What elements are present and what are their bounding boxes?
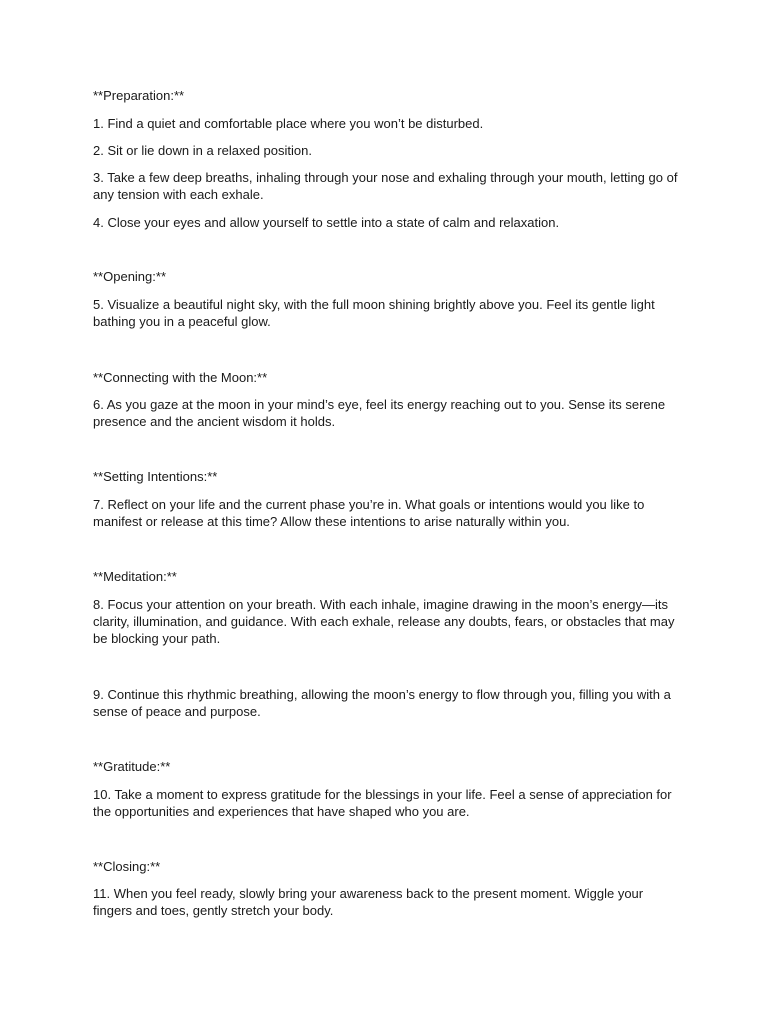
section-heading-connecting: **Connecting with the Moon:** xyxy=(93,370,268,385)
paragraph-step-8: 8. Focus your attention on your breath. With each inhale, imagine drawing in the moon’s energy—its clarity, illumination, and guidance. With each exhale, release any doubts, fears, or obstacles that may be blocking your path. xyxy=(93,597,679,646)
section-heading-meditation: **Meditation:** xyxy=(93,569,177,584)
section-heading-opening: **Opening:** xyxy=(93,269,166,284)
paragraph-step-4: 4. Close your eyes and allow yourself to settle into a state of calm and relaxation. xyxy=(93,215,560,230)
paragraph-step-3: 3. Take a few deep breaths, inhaling through your nose and exhaling through your mouth, letting go of any tension with each exhale. xyxy=(93,170,682,202)
paragraph-step-2: 2. Sit or lie down in a relaxed position. xyxy=(93,143,312,158)
paragraph-step-5: 5. Visualize a beautiful night sky, with the full moon shining brightly above you. Feel its gentle light bathing you in a peaceful glow. xyxy=(93,297,659,329)
paragraph-step-9: 9. Continue this rhythmic breathing, allowing the moon’s energy to flow through you, filling you with a sense of peace and purpose. xyxy=(93,687,675,719)
section-heading-preparation: **Preparation:** xyxy=(93,88,185,103)
paragraph-step-6: 6. As you gaze at the moon in your mind’s eye, feel its energy reaching out to you. Sense its serene presence and the ancient wisdom it holds. xyxy=(93,397,669,429)
paragraph-step-10: 10. Take a moment to express gratitude for the blessings in your life. Feel a sense of appreciation for the opportunities and experiences that have shaped who you are. xyxy=(93,787,676,819)
paragraph-step-7: 7. Reflect on your life and the current phase you’re in. What goals or intentions would you like to manifest or release at this time? Allow these intentions to arise naturally within you. xyxy=(93,497,648,529)
paragraph-step-11: 11. When you feel ready, slowly bring your awareness back to the present moment. Wiggle your fingers and toes, gently stretch your body. xyxy=(93,886,647,918)
paragraph-step-1: 1. Find a quiet and comfortable place where you won’t be disturbed. xyxy=(93,116,484,131)
section-heading-gratitude: **Gratitude:** xyxy=(93,759,171,774)
section-heading-closing: **Closing:** xyxy=(93,859,161,874)
section-heading-intentions: **Setting Intentions:** xyxy=(93,469,218,484)
